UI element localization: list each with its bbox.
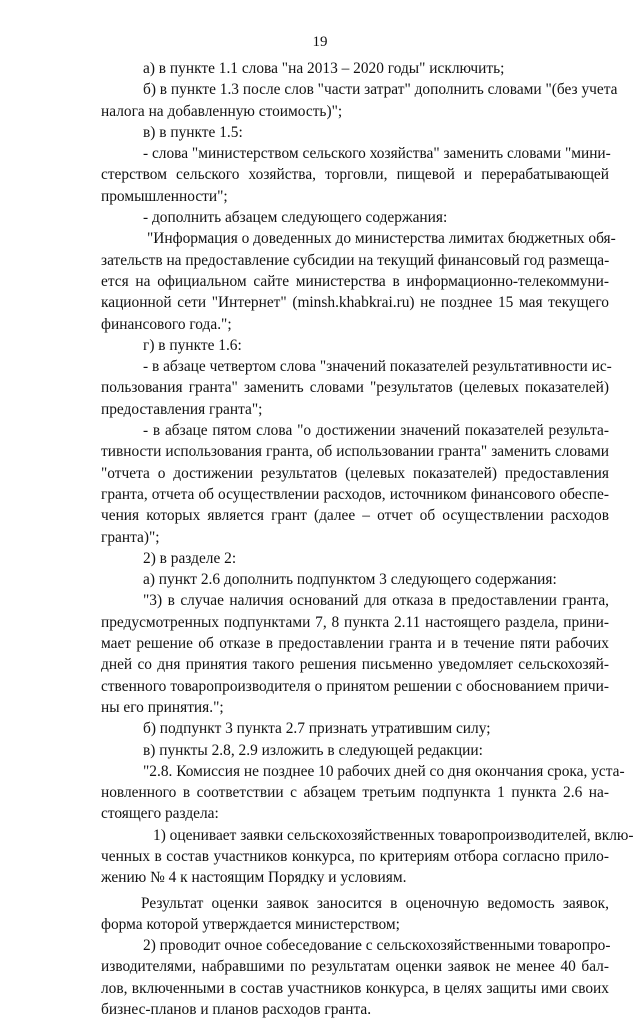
text-line: ны его принятия."; <box>101 698 224 716</box>
text-line: "2.8. Комиссия не позднее 10 рабочих дней со дня окончания срока, уста- <box>143 762 625 780</box>
page-number: 19 <box>312 34 328 50</box>
text-line: - в абзаце четвертом слова "значений показателей результативности ис- <box>143 358 612 376</box>
text-line: ется на официальном сайте министерства в информационно-телекоммуни- <box>101 272 609 290</box>
text-line: гранта, отчета об осуществлении расходов, источником финансового обеспе- <box>101 485 609 503</box>
text-line: зательств на предоставление субсидии на текущий финансовый год размеща- <box>101 251 610 269</box>
text-line: тивности использования гранта, об использовании гранта" заменить словами <box>101 443 609 461</box>
text-line: б) в пункте 1.3 после слов "части затрат" дополнить словами "(без учета <box>143 81 618 99</box>
text-line: стерством сельского хозяйства, торговли, пищевой и перерабатывающей <box>101 166 609 184</box>
text-line: налога на добавленную стоимость)"; <box>101 102 343 120</box>
text-line: дней со дня принятия такого решения письменно уведомляет сельскохозяй- <box>101 656 609 674</box>
text-line: б) подпункт 3 пункта 2.7 признать утратившим силу; <box>143 720 491 738</box>
text-line: 1) оценивает заявки сельскохозяйственных товаропроизводителей, вклю- <box>153 826 634 844</box>
document-body <box>101 58 634 1020</box>
text-line: - слова "министерством сельского хозяйства" заменить словами "мини- <box>143 145 611 163</box>
text-line: - дополнить абзацем следующего содержания: <box>143 209 448 227</box>
text-line: мает решение об отказе в предоставлении гранта и в течение пяти рабочих <box>101 635 609 653</box>
text-line: кационной сети "Интернет" (minsh.khabkrai.ru) не позднее 15 мая текущего <box>101 294 609 312</box>
text-line: ственного товаропроизводителя о принятом решении с обоснованием причи- <box>101 677 609 695</box>
text-line: ченных в состав участников конкурса, по критериям отбора согласно прило- <box>101 847 609 865</box>
text-line: предусмотренных подпунктами 7, 8 пункта 2.11 настоящего раздела, прини- <box>101 613 609 631</box>
text-line: жению № 4 к настоящим Порядку и условиям. <box>101 869 407 887</box>
text-line: изводителями, набравшими по результатам оценки заявок не менее 40 бал- <box>101 958 609 976</box>
text-line: предоставления гранта"; <box>101 400 263 418</box>
text-line: г) в пункте 1.6: <box>143 336 242 354</box>
text-line: новленного в соответствии с абзацем третьим подпункта 1 пункта 2.6 на- <box>101 784 609 802</box>
text-line: в) пункты 2.8, 2.9 изложить в следующей редакции: <box>143 741 483 759</box>
text-line: "Информация о доведенных до министерства лимитах бюджетных обя- <box>147 230 616 248</box>
text-line: - в абзаце пятом слова "о достижении значений показателей результа- <box>143 422 609 440</box>
text-line: форма которой утверждается министерством; <box>101 915 400 933</box>
text-line: пользования гранта" заменить словами "результатов (целевых показателей) <box>101 379 609 397</box>
text-line: чения которых является грант (далее – отчет об осуществлении расходов <box>101 507 609 525</box>
text-line: Результат оценки заявок заносится в оценочную ведомость заявок, <box>141 894 609 912</box>
text-line: в) в пункте 1.5: <box>143 123 243 141</box>
text-line: а) в пункте 1.1 слова "на 2013 – 2020 годы" исключить; <box>143 60 505 77</box>
text-line: 2) в разделе 2: <box>143 549 237 567</box>
text-line: стоящего раздела: <box>101 805 219 823</box>
text-line: гранта)"; <box>101 528 160 546</box>
text-line: финансового года."; <box>101 315 232 333</box>
text-line: лов, включенными в состав участников конкурса, в целях защиты ими своих <box>101 979 609 997</box>
text-line: промышленности"; <box>101 187 228 205</box>
text-line: "отчета о достижении результатов (целевых показателей) предоставления <box>101 464 609 482</box>
text-line: 2) проводит очное собеседование с сельскохозяйственными товаропро- <box>143 937 611 955</box>
text-line: а) пункт 2.6 дополнить подпунктом 3 следующего содержания: <box>143 571 557 589</box>
text-line: "3) в случае наличия оснований для отказа в предоставлении гранта, <box>143 592 609 610</box>
text-line: бизнес-планов и планов расходов гранта. <box>101 1001 372 1019</box>
